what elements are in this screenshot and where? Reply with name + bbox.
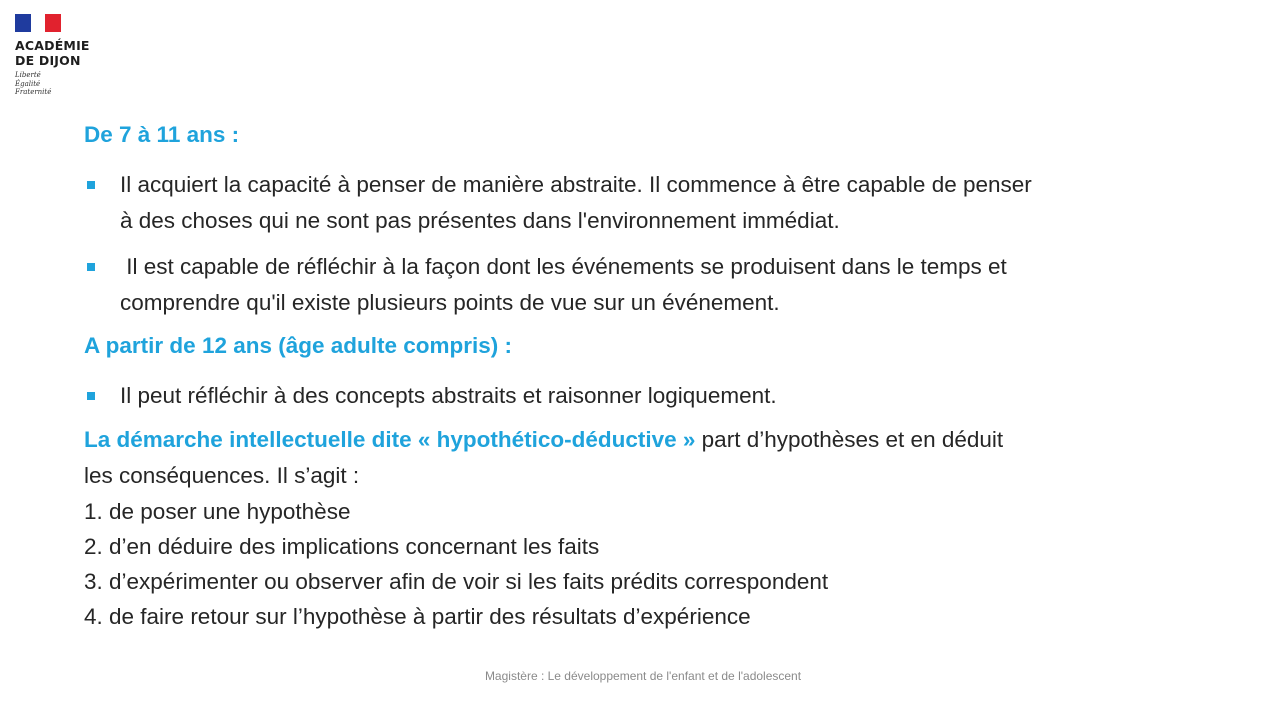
method-line2: les conséquences. Il s’agit : xyxy=(84,463,360,488)
logo-title-line2: DE DIJON xyxy=(15,53,81,68)
motto-fraternite: Fraternité xyxy=(15,88,52,96)
bullet-item xyxy=(84,167,1204,239)
bullet-text-line: Il est capable de réfléchir à la façon dont les événements se produisent dans le temps et xyxy=(120,254,1007,279)
steps-list xyxy=(84,494,1204,634)
method-line1 xyxy=(84,422,1204,458)
bullet-item xyxy=(84,249,1204,321)
step-item: 2. d’en déduire des implications concernant les faits xyxy=(84,534,600,559)
step-item: 4. de faire retour sur l’hypothèse à partir des résultats d’expérience xyxy=(84,604,751,629)
method-paragraph xyxy=(84,422,1204,494)
square-bullet-icon xyxy=(87,181,95,189)
academie-logo xyxy=(15,14,125,97)
french-flag-icon xyxy=(15,14,61,32)
bullet-text-line: comprendre qu'il existe plusieurs points de vue sur un événement. xyxy=(120,290,780,315)
section-heading-12-plus: A partir de 12 ans (âge adulte compris) : xyxy=(84,333,513,358)
slide-content xyxy=(84,118,1204,634)
bullet-text-line: à des choses qui ne sont pas présentes dans l'environnement immédiat. xyxy=(120,208,840,233)
method-rest: part d’hypothèses et en déduit xyxy=(695,427,1004,452)
square-bullet-icon xyxy=(87,392,95,400)
method-highlight: La démarche intellectuelle dite « hypothético-déductive » xyxy=(84,427,696,452)
step-item: 3. d’expérimenter ou observer afin de voir si les faits prédits correspondent xyxy=(84,569,829,594)
slide-footer: Magistère : Le développement de l'enfant et de l'adolescent xyxy=(484,669,802,683)
motto-egalite: Égalité xyxy=(15,79,41,88)
section-heading-7-11: De 7 à 11 ans : xyxy=(84,122,240,147)
motto-liberte: Liberté xyxy=(15,71,41,79)
logo-motto xyxy=(15,71,125,97)
logo-title-line1: ACADÉMIE xyxy=(15,38,90,53)
bullet-item xyxy=(84,378,1204,414)
step-item: 1. de poser une hypothèse xyxy=(84,499,351,524)
bullet-text-line: Il peut réfléchir à des concepts abstraits et raisonner logiquement. xyxy=(120,383,777,408)
square-bullet-icon xyxy=(87,263,95,271)
bullet-text-line: Il acquiert la capacité à penser de manière abstraite. Il commence à être capable de penser xyxy=(120,172,1032,197)
